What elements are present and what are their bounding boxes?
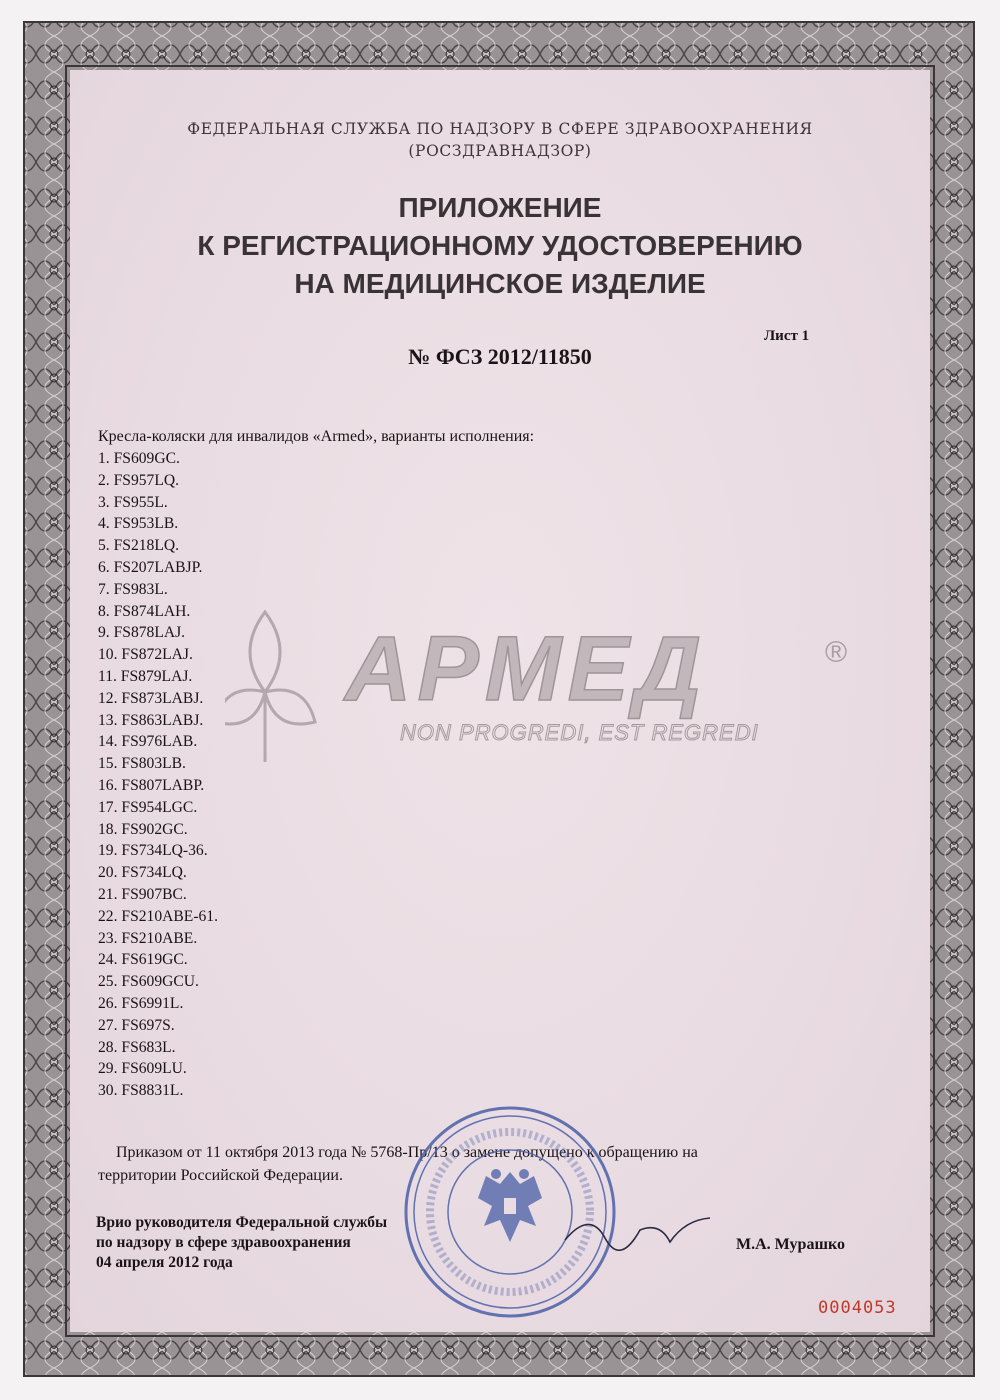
handwritten-signature	[560, 1200, 720, 1260]
serial-number: 0004053	[818, 1298, 897, 1318]
list-item: 20. FS734LQ.	[98, 864, 187, 882]
list-item: 21. FS907BC.	[98, 885, 187, 903]
document-title: ПРИЛОЖЕНИЕ	[398, 192, 602, 223]
list-item: 24. FS619GC.	[98, 951, 188, 969]
list-item: 4. FS953LB.	[98, 515, 179, 533]
list-item: 16. FS807LABP.	[98, 776, 205, 794]
signing-date: 04 апреля 2012 года	[96, 1254, 233, 1271]
sheet-label: Лист 1	[764, 328, 810, 344]
signer-title-line1: Врио руководителя Федеральной службы	[96, 1214, 388, 1231]
watermark-brand: АРМЕД	[345, 618, 708, 720]
list-item: 12. FS873LABJ.	[98, 689, 204, 707]
list-item: 26. FS6991L.	[98, 994, 184, 1012]
list-item: 29. FS609LU.	[98, 1060, 187, 1078]
list-item: 5. FS218LQ.	[98, 537, 180, 555]
list-item: 22. FS210ABE-61.	[98, 907, 218, 925]
list-item: 18. FS902GC.	[98, 820, 188, 838]
list-item: 2. FS957LQ.	[98, 471, 180, 489]
list-item: 15. FS803LB.	[98, 755, 186, 773]
agency-name: ФЕДЕРАЛЬНАЯ СЛУЖБА ПО НАДЗОРУ В СФЕРЕ ЗДРАВООХРАНЕНИЯ	[187, 120, 813, 138]
list-item: 19. FS734LQ-36.	[98, 842, 208, 860]
list-item: 1. FS609GC.	[98, 450, 180, 467]
list-item: 11. FS879LAJ.	[98, 667, 193, 685]
order-note-line2: территории Российской Федерации.	[98, 1167, 343, 1184]
product-intro: Кресла-коляски для инвалидов «Armed», варианты исполнения:	[98, 428, 535, 445]
list-item: 17. FS954LGC.	[98, 798, 198, 816]
list-item: 30. FS8831L.	[98, 1082, 184, 1100]
flower-logo-icon	[225, 612, 315, 762]
list-item: 23. FS210ABE.	[98, 929, 198, 947]
list-item: 14. FS976LAB.	[98, 733, 198, 751]
signer-title-line2: по надзору в сфере здравоохранения	[96, 1234, 351, 1251]
document-subtitle-line1: К РЕГИСТРАЦИОННОМУ УДОСТОВЕРЕНИЮ	[197, 230, 803, 261]
list-item: 27. FS697S.	[98, 1016, 175, 1034]
list-item: 6. FS207LABJP.	[98, 558, 203, 576]
document-subtitle-line2: НА МЕДИЦИНСКОЕ ИЗДЕЛИЕ	[294, 268, 706, 299]
armed-watermark	[225, 592, 885, 772]
list-item: 3. FS955L.	[98, 493, 168, 511]
list-item: 28. FS683L.	[98, 1038, 176, 1056]
list-item: 7. FS983L.	[98, 580, 168, 598]
watermark-registered-mark: ®	[825, 636, 848, 669]
signer-block	[96, 1213, 387, 1273]
watermark-motto: NON PROGREDI, EST REGREDI	[400, 720, 759, 745]
registration-number: № ФСЗ 2012/11850	[408, 344, 592, 369]
agency-short-name: (РОСЗДРАВНАДЗОР)	[408, 142, 592, 160]
list-item: 10. FS872LAJ.	[98, 646, 193, 664]
list-item: 9. FS878LAJ.	[98, 624, 186, 642]
list-item: 25. FS609GCU.	[98, 973, 199, 991]
order-note-line1: Приказом от 11 октября 2013 года № 5768-Пр/13 о замене допущено к обращению на	[116, 1144, 698, 1161]
variant-list	[98, 448, 218, 1102]
eagle-emblem-icon	[478, 1169, 542, 1242]
list-item: 13. FS863LABJ.	[98, 711, 204, 729]
signer-name: М.А. Мурашко	[736, 1236, 845, 1253]
list-item: 8. FS874LAH.	[98, 602, 191, 620]
